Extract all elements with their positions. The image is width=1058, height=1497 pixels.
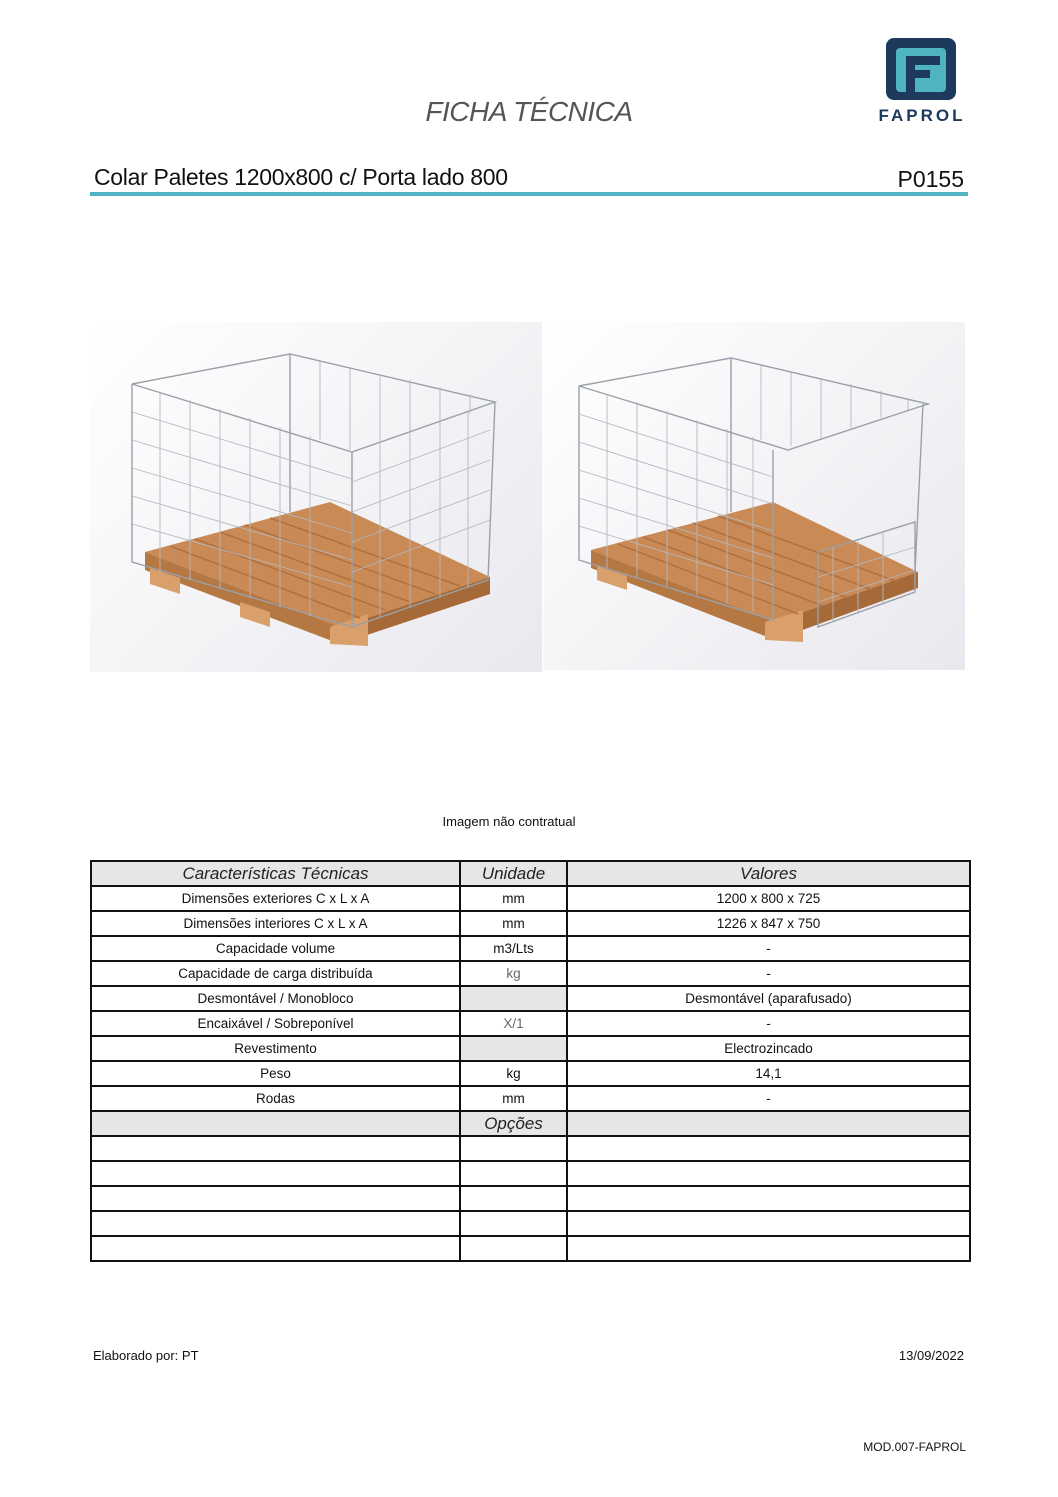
table-row bbox=[91, 911, 970, 936]
empty-cell bbox=[460, 1136, 567, 1161]
options-row bbox=[91, 1211, 970, 1236]
page-title: FICHA TÉCNICA bbox=[425, 96, 633, 127]
empty-cell bbox=[91, 1161, 460, 1186]
product-code: P0155 bbox=[897, 166, 964, 192]
options-row bbox=[91, 1136, 970, 1161]
table-row bbox=[91, 1061, 970, 1086]
empty-cell bbox=[567, 1236, 970, 1261]
header-unit: Unidade bbox=[460, 861, 567, 886]
header-values: Valores bbox=[567, 861, 970, 886]
options-header-row bbox=[91, 1111, 970, 1136]
row-feature: Capacidade volume bbox=[91, 936, 460, 961]
pallet-collar-open-icon bbox=[543, 322, 965, 670]
table-row bbox=[91, 986, 970, 1011]
row-value: 1226 x 847 x 750 bbox=[567, 911, 970, 936]
row-value: - bbox=[567, 1011, 970, 1036]
empty-cell bbox=[460, 1161, 567, 1186]
row-feature: Dimensões interiores C x L x A bbox=[91, 911, 460, 936]
row-value: Desmontável (aparafusado) bbox=[567, 986, 970, 1011]
table-row bbox=[91, 936, 970, 961]
row-unit: mm bbox=[460, 1086, 567, 1111]
empty-cell bbox=[567, 1161, 970, 1186]
spec-table bbox=[90, 860, 971, 1262]
row-unit: X/1 bbox=[460, 1011, 567, 1036]
row-value: - bbox=[567, 961, 970, 986]
empty-cell bbox=[567, 1186, 970, 1211]
table-row bbox=[91, 1036, 970, 1061]
row-value: - bbox=[567, 1086, 970, 1111]
table-row bbox=[91, 1011, 970, 1036]
logo-wordmark: FAPROL bbox=[878, 106, 966, 125]
author-label: Elaborado por: PT bbox=[93, 1348, 199, 1363]
empty-cell bbox=[567, 1136, 970, 1161]
row-value: - bbox=[567, 936, 970, 961]
row-feature: Revestimento bbox=[91, 1036, 460, 1061]
row-feature: Desmontável / Monobloco bbox=[91, 986, 460, 1011]
empty-cell bbox=[91, 1211, 460, 1236]
image-caption: Imagem não contratual bbox=[442, 814, 576, 829]
model-reference: MOD.007-FAPROL bbox=[863, 1440, 966, 1454]
empty-cell bbox=[91, 1136, 460, 1161]
empty-cell bbox=[460, 1236, 567, 1261]
table-header-row bbox=[91, 861, 970, 886]
row-feature: Dimensões exteriores C x L x A bbox=[91, 886, 460, 911]
table-row bbox=[91, 886, 970, 911]
row-value: 1200 x 800 x 725 bbox=[567, 886, 970, 911]
empty-cell bbox=[460, 1211, 567, 1236]
options-empty-cell bbox=[91, 1111, 460, 1136]
row-unit: mm bbox=[460, 911, 567, 936]
table-row bbox=[91, 1086, 970, 1111]
product-image-closed bbox=[90, 322, 542, 672]
row-unit: m3/Lts bbox=[460, 936, 567, 961]
header-characteristics: Características Técnicas bbox=[91, 861, 460, 886]
row-unit bbox=[460, 986, 567, 1011]
options-empty-cell bbox=[567, 1111, 970, 1136]
row-feature: Peso bbox=[91, 1061, 460, 1086]
row-unit: kg bbox=[460, 1061, 567, 1086]
product-name: Colar Paletes 1200x800 c/ Porta lado 800 bbox=[94, 164, 508, 190]
row-feature: Encaixável / Sobreponível bbox=[91, 1011, 460, 1036]
options-label: Opções bbox=[460, 1111, 567, 1136]
row-value: Electrozincado bbox=[567, 1036, 970, 1061]
row-unit bbox=[460, 1036, 567, 1061]
empty-cell bbox=[91, 1186, 460, 1211]
pallet-collar-closed-icon bbox=[90, 322, 542, 672]
row-unit: kg bbox=[460, 961, 567, 986]
title-divider bbox=[90, 192, 968, 196]
row-feature: Rodas bbox=[91, 1086, 460, 1111]
document-date: 13/09/2022 bbox=[898, 1348, 964, 1363]
options-row bbox=[91, 1236, 970, 1261]
options-row bbox=[91, 1186, 970, 1211]
empty-cell bbox=[91, 1236, 460, 1261]
product-image-open-door bbox=[543, 322, 965, 670]
row-feature: Capacidade de carga distribuída bbox=[91, 961, 460, 986]
empty-cell bbox=[567, 1211, 970, 1236]
empty-cell bbox=[460, 1186, 567, 1211]
table-row bbox=[91, 961, 970, 986]
row-value: 14,1 bbox=[567, 1061, 970, 1086]
options-row bbox=[91, 1161, 970, 1186]
row-unit: mm bbox=[460, 886, 567, 911]
